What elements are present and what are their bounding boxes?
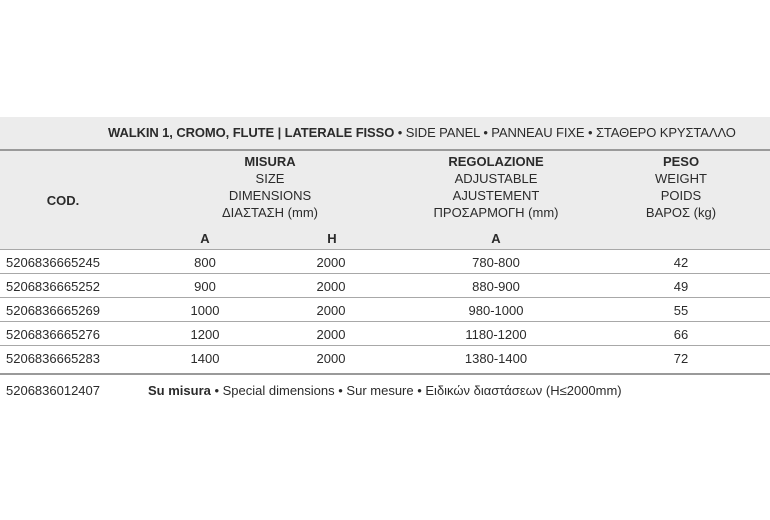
- table-row: [0, 249, 770, 274]
- header-peso-it: PESO: [662, 154, 700, 169]
- cell-regolazione: 880-900: [472, 279, 520, 294]
- cell-a: 1200: [190, 327, 220, 342]
- header-cod: COD.: [46, 193, 80, 208]
- cell-cod: 5206836665252: [6, 279, 100, 294]
- header-peso: [616, 153, 746, 221]
- cell-a: 900: [194, 279, 216, 294]
- table-bottom-divider: [0, 373, 770, 375]
- table-header: [0, 151, 770, 249]
- header-sub-a: A: [200, 231, 210, 246]
- table-title: [108, 125, 736, 140]
- cell-a: 1000: [190, 303, 220, 318]
- cell-regolazione: 1380-1400: [464, 351, 528, 366]
- cell-peso: 72: [673, 351, 689, 366]
- table-row: [0, 297, 770, 322]
- title-bold: WALKIN 1, CROMO, FLUTE | LATERALE FISSO: [108, 125, 395, 140]
- special-bold: Su misura: [148, 383, 211, 398]
- cell-peso: 49: [673, 279, 689, 294]
- cell-h: 2000: [316, 255, 346, 270]
- header-sub-h: H: [327, 231, 337, 246]
- header-misura: [200, 153, 340, 221]
- cell-cod: 5206836665269: [6, 303, 100, 318]
- header-peso-fr: POIDS: [660, 188, 702, 203]
- special-cod: 5206836012407: [6, 383, 100, 398]
- special-description: [148, 383, 622, 398]
- cell-peso: 66: [673, 327, 689, 342]
- header-misura-fr: DIMENSIONS: [228, 188, 312, 203]
- table-row: [0, 273, 770, 298]
- header-misura-en: SIZE: [255, 171, 285, 186]
- cell-peso: 42: [673, 255, 689, 270]
- header-regolazione-en: ADJUSTABLE: [454, 171, 538, 186]
- cell-a: 800: [194, 255, 216, 270]
- cell-h: 2000: [316, 279, 346, 294]
- header-regolazione-it: REGOLAZIONE: [448, 154, 544, 169]
- cell-h: 2000: [316, 303, 346, 318]
- cell-h: 2000: [316, 327, 346, 342]
- header-sub-reg-a: A: [491, 231, 501, 246]
- cell-cod: 5206836665245: [6, 255, 100, 270]
- table-row: [0, 321, 770, 346]
- header-regolazione-fr: AJUSTEMENT: [452, 188, 540, 203]
- special-rest: • Special dimensions • Sur mesure • Ειδικών διαστάσεων (H≤2000mm): [210, 383, 622, 398]
- cell-h: 2000: [316, 351, 346, 366]
- header-peso-gr: ΒΑΡΟΣ (kg): [645, 205, 717, 220]
- cell-peso: 55: [673, 303, 689, 318]
- table-row: [0, 345, 770, 370]
- cell-regolazione: 1180-1200: [465, 327, 527, 342]
- header-misura-it: MISURA: [244, 154, 296, 169]
- header-regolazione-gr: ΠΡΟΣΑΡΜΟΓΗ (mm): [433, 205, 559, 220]
- cell-regolazione: 780-800: [472, 255, 520, 270]
- cell-regolazione: 980-1000: [468, 303, 524, 318]
- cell-a: 1400: [190, 351, 220, 366]
- header-regolazione: [426, 153, 566, 221]
- cell-cod: 5206836665276: [6, 327, 100, 342]
- title-rest: • SIDE PANEL • PANNEAU FIXE • ΣΤΑΘΕΡΟ ΚΡΥΣΤΑΛΛΟ: [394, 125, 736, 140]
- header-peso-en: WEIGHT: [655, 171, 707, 186]
- cell-cod: 5206836665283: [6, 351, 100, 366]
- header-misura-gr: ΔΙΑΣΤΑΣΗ (mm): [221, 205, 318, 220]
- title-band: [0, 117, 770, 151]
